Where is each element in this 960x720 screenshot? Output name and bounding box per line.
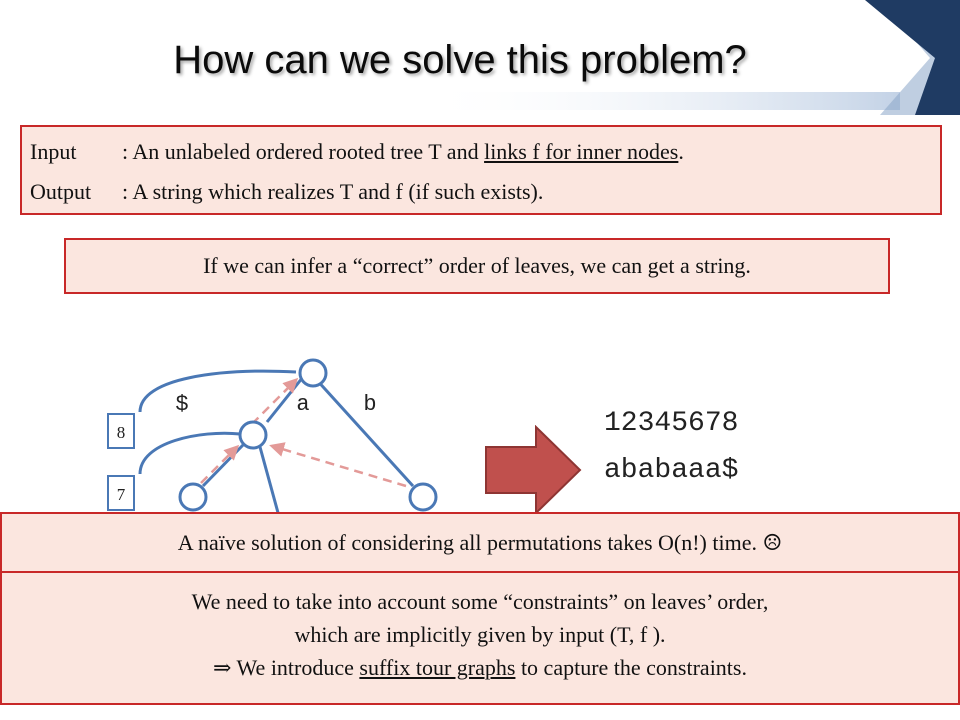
input-line xyxy=(30,139,684,165)
constraints-line-2: which are implicitly given by input (T, f ). xyxy=(294,622,666,647)
leaf-link-edge xyxy=(140,433,240,474)
tree-diagram xyxy=(100,350,460,520)
input-end: . xyxy=(678,139,684,164)
constraints-line-3 xyxy=(2,651,958,684)
root-node xyxy=(300,360,326,386)
output-key: Output xyxy=(30,179,92,204)
derived-string: ababaaa$ xyxy=(604,455,739,486)
leaf-label: 7 xyxy=(116,485,126,504)
leaf-link-edge xyxy=(140,371,296,412)
constraints-line-1: We need to take into account some “constraints” on leaves’ order, xyxy=(191,589,769,614)
edge-label-b: b xyxy=(363,392,377,417)
edge-label-a: a xyxy=(296,392,310,417)
input-text: : An unlabeled ordered rooted tree T and xyxy=(122,139,485,164)
inner-node xyxy=(240,422,266,448)
leaf-order: 12345678 xyxy=(604,408,739,439)
naive-solution-box: A naïve solution of considering all permutations takes O(n!) time. ☹ xyxy=(0,512,960,574)
suffix-tour-graphs-term: suffix tour graphs xyxy=(359,655,516,680)
problem-definition-box xyxy=(20,125,942,215)
constraints-box xyxy=(0,571,960,705)
input-link-text: links f for inner nodes xyxy=(484,139,679,164)
suffix-link-arrow xyxy=(252,380,296,424)
suffix-link-arrow xyxy=(272,446,406,486)
leaf-label: 8 xyxy=(116,423,126,442)
tree-edge xyxy=(260,447,280,520)
tree-edge xyxy=(203,445,243,486)
hint-box: If we can infer a “correct” order of leaves, we can get a string. xyxy=(64,238,890,294)
slide-title: How can we solve this problem? xyxy=(173,38,747,82)
leaf-node xyxy=(180,484,206,510)
constraints-end: to capture the constraints. xyxy=(515,655,747,680)
input-key: Input xyxy=(30,139,77,164)
edge-label-dollar: $ xyxy=(175,392,189,417)
output-text: : A string which realizes T and f (if such exists). xyxy=(122,179,544,204)
suffix-link-arrow xyxy=(201,447,237,483)
output-line xyxy=(30,179,543,205)
block-arrow-icon xyxy=(484,425,584,515)
leaf-node xyxy=(410,484,436,510)
constraints-arrow-text: ⇒ We introduce xyxy=(213,655,360,680)
